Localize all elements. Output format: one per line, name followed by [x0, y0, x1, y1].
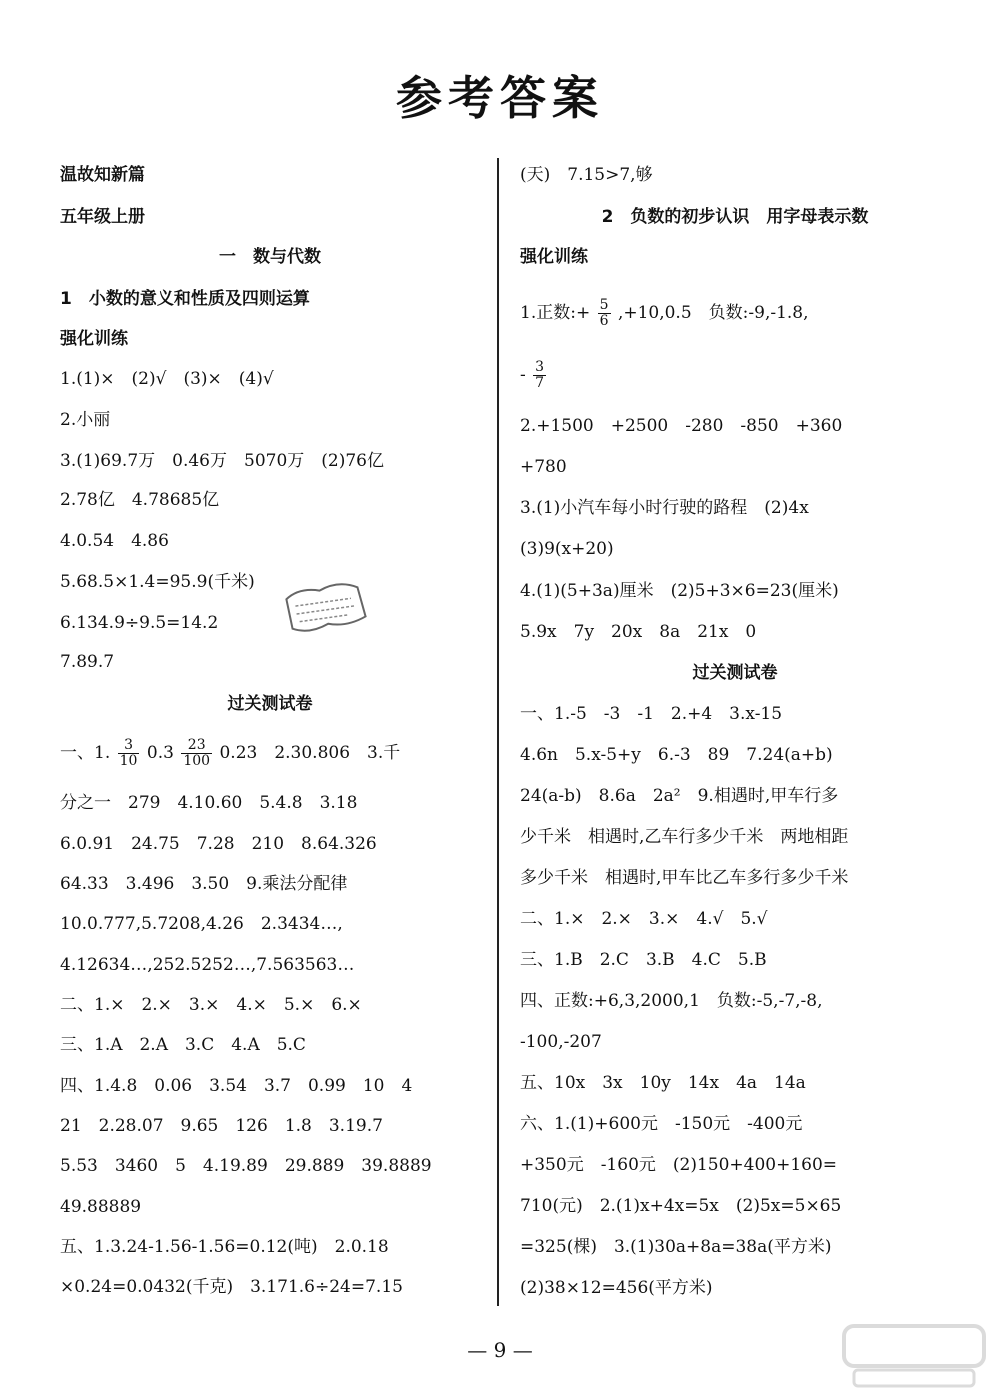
answer-line: 2.+1500 +2500 -280 -850 +360	[520, 416, 843, 436]
answer-line: 6.134.9÷9.5=14.2	[60, 613, 219, 633]
answer-line: 五、1.3.24-1.56-1.56=0.12(吨) 2.0.18	[60, 1237, 389, 1257]
answer-line: 21 2.28.07 9.65 126 1.8 3.19.7	[60, 1116, 383, 1136]
answer-text: 一、1.	[60, 743, 111, 763]
answer-line: 4.12634…,252.5252…,7.563563…	[60, 955, 355, 975]
fraction-denominator: 7	[535, 375, 545, 391]
fraction-denominator: 100	[183, 753, 211, 769]
answer-line: +780	[520, 457, 567, 477]
answer-line: =325(棵) 3.(1)30a+8a=38a(平方米)	[520, 1237, 832, 1257]
answer-line: 二、1.× 2.× 3.× 4.√ 5.√	[520, 909, 768, 929]
answer-line: 六、1.(1)+600元 -150元 -400元	[520, 1114, 803, 1134]
answer-line: 三、1.A 2.A 3.C 4.A 5.C	[60, 1035, 306, 1055]
answer-text: 0.23 2.30.806 3.千	[219, 743, 401, 763]
answer-line: 分之一 279 4.10.60 5.4.8 3.18	[60, 793, 358, 813]
answer-line: 4.(1)(5+3a)厘米 (2)5+3×6=23(厘米)	[520, 581, 839, 601]
answer-line: 4.0.54 4.86	[60, 531, 169, 551]
answer-line: 4.6n 5.x-5+y 6.-3 89 7.24(a+b)	[520, 745, 833, 765]
answer-line: +350元 -160元 (2)150+400+160=	[520, 1155, 838, 1175]
answer-line: 7.89.7	[60, 652, 115, 672]
answer-line: 一、1.-5 -3 -1 2.+4 3.x-15	[520, 704, 783, 724]
fraction-numerator: 3	[118, 738, 140, 754]
fraction-numerator: 3	[535, 359, 545, 375]
answer-line: (2)38×12=456(平方米)	[520, 1278, 713, 1298]
unit-heading: 2 负数的初步认识 用字母表示数	[601, 207, 869, 227]
fraction-denominator: 6	[599, 313, 609, 329]
answer-text: 1.正数:+	[520, 303, 591, 323]
answer-line: 64.33 3.496 3.50 9.乘法分配律	[60, 874, 348, 894]
column-divider	[497, 158, 499, 1306]
answer-line-fractions	[60, 738, 400, 769]
test-heading: 过关测试卷	[692, 663, 778, 683]
answer-line: 四、正数:+6,3,2000,1 负数:-5,-7,-8,	[520, 991, 823, 1011]
stamp-graphic	[279, 574, 372, 641]
fraction	[533, 360, 546, 391]
answer-line: 3.(1)小汽车每小时行驶的路程 (2)4x	[520, 498, 809, 518]
answer-line: 24(a-b) 8.6a 2a² 9.相遇时,甲车行多	[520, 786, 839, 806]
fraction-numerator: 23	[181, 738, 212, 754]
answer-line: -100,-207	[520, 1032, 602, 1052]
unit-heading: 1 小数的意义和性质及四则运算	[60, 289, 310, 309]
answer-text: 0.3	[146, 743, 174, 763]
test-heading: 过关测试卷	[227, 694, 313, 714]
fraction-numerator: 5	[599, 297, 609, 313]
answer-line-fractions	[520, 360, 548, 391]
answer-line: 二、1.× 2.× 3.× 4.× 5.× 6.×	[60, 995, 362, 1015]
answer-line: 少千米 相遇时,乙车行多少千米 两地相距	[520, 827, 849, 847]
chapter-heading: 一 数与代数	[219, 247, 321, 267]
answer-text: ,+10,0.5 负数:-9,-1.8,	[617, 303, 809, 323]
section-heading: 温故知新篇	[60, 165, 145, 185]
fraction	[598, 298, 611, 329]
answer-line: 1.(1)× (2)√ (3)× (4)√	[60, 369, 274, 389]
answer-line: 5.68.5×1.4=95.9(千米)	[60, 572, 255, 592]
grade-heading: 五年级上册	[60, 207, 145, 227]
answer-line: 5.53 3460 5 4.19.89 29.889 39.8889	[60, 1156, 432, 1176]
answer-line: 三、1.B 2.C 3.B 4.C 5.B	[520, 950, 767, 970]
answer-line: 四、1.4.8 0.06 3.54 3.7 0.99 10 4	[60, 1076, 413, 1096]
answer-line: 多少千米 相遇时,甲车比乙车多行多少千米	[520, 868, 849, 888]
answer-line: 710(元) 2.(1)x+4x=5x (2)5x=5×65	[520, 1196, 842, 1216]
page-number: — 9 —	[467, 1338, 533, 1362]
page-title: 参考答案	[396, 71, 604, 125]
practice-heading: 强化训练	[520, 247, 588, 267]
answer-line: 3.(1)69.7万 0.46万 5070万 (2)76亿	[60, 451, 384, 471]
answer-line: (3)9(x+20)	[520, 539, 614, 559]
answer-line: 10.0.777,5.7208,4.26 2.3434…,	[60, 914, 343, 934]
fraction-denominator: 10	[119, 753, 138, 769]
answer-line: 49.88889	[60, 1197, 142, 1217]
answer-line: 2.78亿 4.78685亿	[60, 490, 220, 510]
fraction	[181, 738, 212, 769]
answer-line-fractions	[520, 298, 809, 329]
answer-line: (天) 7.15>7,够	[520, 165, 653, 185]
answer-text: -	[520, 365, 526, 385]
fraction	[118, 738, 140, 769]
answer-line: 5.9x 7y 20x 8a 21x 0	[520, 622, 757, 642]
answer-line: ×0.24=0.0432(千克) 3.171.6÷24=7.15	[60, 1277, 403, 1297]
practice-heading: 强化训练	[60, 329, 128, 349]
answer-line: 2.小丽	[60, 410, 111, 430]
answer-line: 五、10x 3x 10y 14x 4a 14a	[520, 1073, 806, 1093]
answer-line: 6.0.91 24.75 7.28 210 8.64.326	[60, 834, 377, 854]
